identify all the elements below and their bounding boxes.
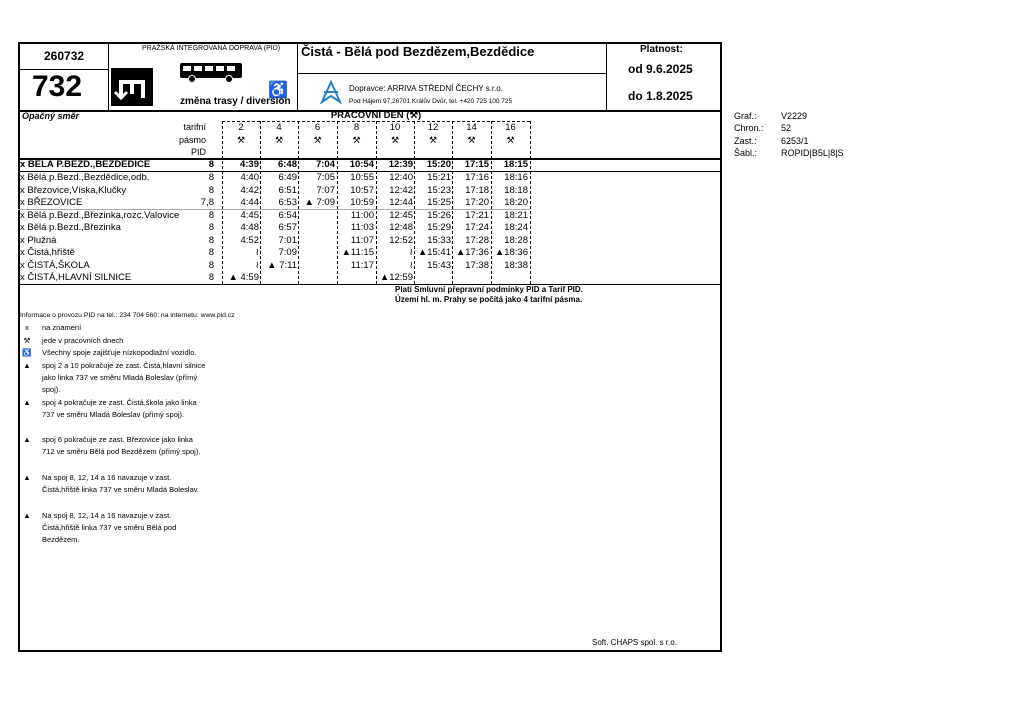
legend-symbol: ▲ xyxy=(23,398,31,407)
departure-time: ≀ xyxy=(409,247,413,258)
info-line: Informace o provozu PID na tel.: 234 704 560; na internetu: www.pid.cz xyxy=(20,312,235,319)
legend-note xyxy=(20,360,210,396)
legend-note xyxy=(20,434,210,458)
departure-time: 11:03 xyxy=(350,222,374,233)
departure-time: ▲17:36 xyxy=(455,247,489,258)
departure-time: 6:48 xyxy=(277,159,297,170)
departure-time: 7:05 xyxy=(316,172,335,183)
stop-name: x BĚLÁ P.BEZD.,BEZDĚDICE xyxy=(20,159,151,170)
tariff-zone: 7,8 xyxy=(200,197,214,208)
departure-time: 17:28 xyxy=(465,235,489,246)
trip-number: 16 xyxy=(505,122,516,133)
departure-time: 4:42 xyxy=(240,185,259,196)
diversion-icon xyxy=(111,68,153,106)
departure-time: 15:25 xyxy=(427,197,451,208)
departure-time: 6:53 xyxy=(278,197,297,208)
legend-text: Na spoj 8, 12, 14 a 16 navazuje v zast. Čistá,hřiště linka 737 ve směru Mladá Boleslav. xyxy=(42,473,200,494)
departure-time: 7:04 xyxy=(315,159,335,170)
workday-symbol: ⚒ xyxy=(352,135,361,145)
departure-time: 7:07 xyxy=(316,185,335,196)
workday-symbol: ⚒ xyxy=(428,135,438,145)
departure-time: 4:39 xyxy=(239,159,259,170)
workday-symbol: ⚒ xyxy=(506,135,515,145)
departure-time: 18:15 xyxy=(503,159,528,170)
departure-time: 12:39 xyxy=(388,159,413,170)
departure-time: 12:52 xyxy=(389,235,413,246)
legend-note xyxy=(20,347,210,359)
legend-text: spoj 4 pokračuje ze zast. Čistá,škola jako linka 737 ve směru Mladá Boleslav (přímý spoj). xyxy=(42,398,197,419)
departure-time: 15:43 xyxy=(427,260,451,271)
trip-number: 6 xyxy=(314,122,321,133)
workday-symbol: ⚒ xyxy=(274,135,284,145)
departure-time: 15:26 xyxy=(427,210,451,221)
diversion-label: změna trasy / diversion xyxy=(180,96,291,107)
stop-name: x Plužná xyxy=(20,235,57,246)
header-divider xyxy=(606,42,607,110)
departure-time: 7:01 xyxy=(278,235,297,246)
valid-from: od 9.6.2025 xyxy=(628,62,693,76)
departure-time: ▲12:59 xyxy=(379,272,413,283)
operator-org: PRAŽSKÁ INTEGROVANÁ DOPRAVA (PID) xyxy=(142,45,281,52)
stop-name: x Čistá,hřiště xyxy=(20,247,75,258)
departure-time: 11:07 xyxy=(350,235,374,246)
stop-name: x Bělá p.Bezd.,Březinka xyxy=(20,222,121,233)
departure-time: 11:00 xyxy=(350,210,374,221)
stop-name: x Březovice,Víska,Klučky xyxy=(20,185,127,196)
departure-time: 12:40 xyxy=(389,172,413,183)
departure-time: ≀ xyxy=(255,260,259,271)
departure-time: 12:48 xyxy=(389,222,413,233)
departure-time: 12:45 xyxy=(389,210,413,221)
departure-time: 4:44 xyxy=(240,197,259,208)
legend-note xyxy=(20,335,210,347)
legend-symbol: x xyxy=(25,323,29,332)
departure-time: 10:54 xyxy=(349,159,374,170)
line-code: 260732 xyxy=(44,49,85,63)
departure-time: 15:23 xyxy=(427,185,451,196)
conditions-note: Platí Smluvní přepravní podmínky PID a Tarif PID. xyxy=(395,285,583,294)
legend-text: na znamení xyxy=(42,323,82,332)
departure-time: 18:24 xyxy=(504,222,528,233)
tariff-zone: 8 xyxy=(208,260,214,271)
legend-symbol: ▲ xyxy=(23,435,31,444)
departure-time: 18:20 xyxy=(504,197,528,208)
departure-time: 18:16 xyxy=(504,172,528,183)
legend-note xyxy=(20,510,210,546)
stop-name: x Bělá p.Bezd.,Březinka,rozc.Valovice xyxy=(20,210,180,221)
side-info-value: ROPID|B5L|8|S xyxy=(781,148,844,158)
departure-time: 10:59 xyxy=(350,197,374,208)
side-info-value: 6253/1 xyxy=(781,136,809,146)
side-info-label: Chron.: xyxy=(734,123,764,133)
legend-text: jede v pracovních dnech xyxy=(42,336,124,345)
departure-time: 4:45 xyxy=(240,210,259,221)
tariff-zone: 8 xyxy=(208,159,214,170)
legend-symbol: ♿ xyxy=(22,348,32,357)
departure-time: ≀ xyxy=(409,260,413,271)
departure-time: 6:54 xyxy=(278,210,297,221)
tariff-zone: 8 xyxy=(208,222,214,233)
side-info-label: Zast.: xyxy=(734,136,757,146)
zone-header: tarifní xyxy=(183,122,206,132)
legend-text: Všechny spoje zajišťuje nízkopodlažní vozidlo. xyxy=(42,348,197,357)
tariff-zone: 8 xyxy=(208,272,214,283)
tariff-zone: 8 xyxy=(208,185,214,196)
zone-header: PID xyxy=(190,147,206,157)
departure-time: 15:20 xyxy=(426,159,451,170)
tariff-zone: 8 xyxy=(208,235,214,246)
departure-time: 17:20 xyxy=(465,197,489,208)
workday-symbol: ⚒ xyxy=(390,135,400,145)
workday-symbol: ⚒ xyxy=(313,135,322,145)
legend-symbol: ▲ xyxy=(23,473,31,482)
wheelchair-icon: ♿ xyxy=(268,82,288,99)
legend-note xyxy=(20,322,210,334)
departure-time: ▲18:36 xyxy=(494,247,528,258)
legend-note xyxy=(20,397,210,421)
column-separator xyxy=(530,121,531,284)
departure-time: 15:29 xyxy=(427,222,451,233)
side-info-label: Graf.: xyxy=(734,111,757,121)
trip-number: 12 xyxy=(427,122,439,133)
carrier-address: Pod Hájem 97,26701 Králův Dvůr, tel. +420 725 100 725 xyxy=(349,98,513,105)
workday-symbol: ⚒ xyxy=(236,135,246,145)
departure-time: 10:55 xyxy=(350,172,374,183)
departure-time: 12:44 xyxy=(389,197,413,208)
legend-text: Na spoj 8, 12, 14 a 16 navazuje v zast. Čistá,hřiště linka 737 ve směru Bělá pod Bezdězem. xyxy=(42,511,177,544)
departure-time: 17:18 xyxy=(465,185,489,196)
departure-time: 17:24 xyxy=(465,222,489,233)
departure-time: 4:40 xyxy=(240,172,259,183)
trip-number: 4 xyxy=(276,122,282,133)
line-number: 732 xyxy=(32,70,83,103)
stop-name: x Bělá p.Bezd.,Bezdědice,odb. xyxy=(20,172,150,183)
departure-time: 10:57 xyxy=(350,185,374,196)
legend-symbol: ⚒ xyxy=(23,336,31,345)
header-divider xyxy=(297,73,606,74)
departure-time: 7:09 xyxy=(278,247,297,258)
route-title: Čistá - Bělá pod Bezdězem,Bezdědice xyxy=(301,44,535,59)
valid-to: do 1.8.2025 xyxy=(628,89,693,103)
side-info-value: 52 xyxy=(781,123,792,133)
carrier-name: Dopravce: ARRIVA STŘEDNÍ ČECHY s.r.o. xyxy=(349,84,503,93)
departure-time: 18:18 xyxy=(504,185,528,196)
trip-number: 10 xyxy=(389,122,401,133)
departure-time: 15:33 xyxy=(427,235,451,246)
departure-time: 17:16 xyxy=(465,172,489,183)
legend-symbol: ▲ xyxy=(23,511,31,520)
validity-label: Platnost: xyxy=(640,44,683,55)
stop-name: x BŘEZOVICE xyxy=(20,197,83,208)
trip-number: 14 xyxy=(466,122,477,133)
departure-time: 18:21 xyxy=(504,210,528,221)
legend-text: spoj 6 pokračuje ze zast. Březovice jako linka 712 ve směru Bělá pod Bezdězem (přímý spoj). xyxy=(42,435,201,456)
legend-note xyxy=(20,472,210,496)
prague-zones-note: Území hl. m. Prahy se počítá jako 4 tarifní pásma. xyxy=(395,295,583,304)
departure-time: 17:21 xyxy=(465,210,489,221)
departure-time: 18:38 xyxy=(504,260,528,271)
departure-time: ▲ 7:11 xyxy=(267,260,297,271)
pid-logo-icon xyxy=(320,80,342,109)
zone-header: pásmo xyxy=(178,135,206,145)
departure-time: ▲ 7:09 xyxy=(304,197,335,208)
departure-time: 18:28 xyxy=(504,235,528,246)
departure-time: ▲ 4:59 xyxy=(228,272,259,283)
day-type-label: PRACOVNÍ DEN (⚒) xyxy=(330,110,422,121)
departure-time: 6:57 xyxy=(278,222,297,233)
departure-time: 6:49 xyxy=(278,172,297,183)
side-info-label: Šabl.: xyxy=(734,148,758,158)
departure-time: 17:15 xyxy=(464,159,489,170)
workday-symbol: ⚒ xyxy=(467,135,476,145)
tariff-zone: 8 xyxy=(208,210,214,221)
software-credit: Soft. CHAPS spol. s r.o. xyxy=(592,638,677,647)
departure-time: 12:42 xyxy=(389,185,413,196)
header-divider xyxy=(108,42,109,110)
departure-time: 4:52 xyxy=(240,235,259,246)
table-bottom-rule xyxy=(18,284,722,285)
stop-name: x ČISTÁ,ŠKOLA xyxy=(20,260,90,271)
trip-number: 2 xyxy=(238,122,244,133)
departure-time: 11:17 xyxy=(350,260,374,271)
legend-text: spoj 2 a 10 pokračuje ze zast. Čistá,hlavní silnice jako linka 737 ve směru Mladá Boleslav (přímý spoj). xyxy=(42,361,206,394)
header-divider xyxy=(297,42,298,110)
legend-symbol: ▲ xyxy=(23,361,31,370)
stop-name: x ČISTÁ,HLAVNÍ SILNICE xyxy=(20,272,132,283)
departure-time: 15:21 xyxy=(427,172,451,183)
departure-time: ▲11:15 xyxy=(341,247,374,258)
departure-time: 17:38 xyxy=(465,260,489,271)
tariff-zone: 8 xyxy=(208,247,214,258)
departure-time: 6:51 xyxy=(278,185,297,196)
side-info-value: V2229 xyxy=(781,111,808,121)
departure-time: ▲15:41 xyxy=(417,247,451,258)
bus-icon xyxy=(179,62,245,89)
departure-time: ≀ xyxy=(255,247,259,258)
direction-label: Opačný směr xyxy=(22,111,80,121)
tariff-zone: 8 xyxy=(208,172,214,183)
trip-number: 8 xyxy=(353,122,360,133)
departure-time: 4:48 xyxy=(240,222,259,233)
